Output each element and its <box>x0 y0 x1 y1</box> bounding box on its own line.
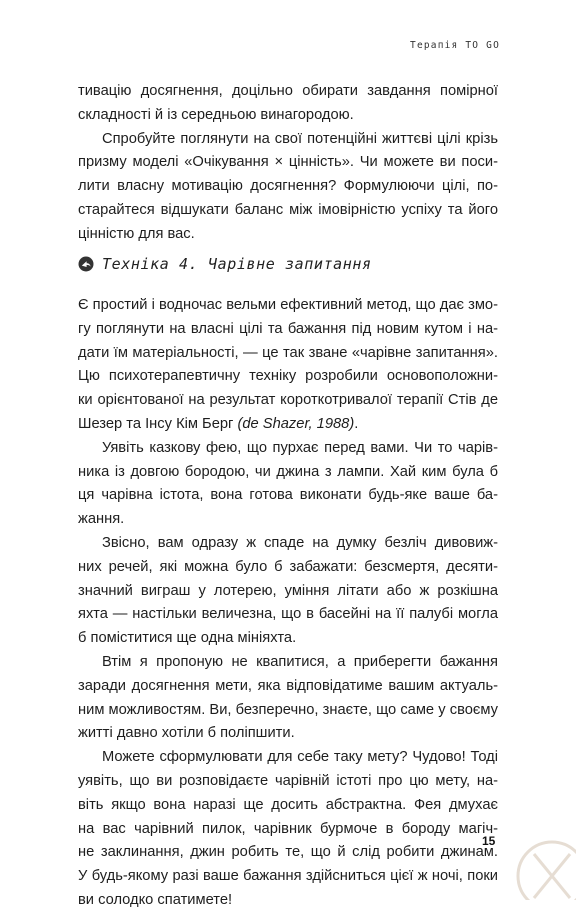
text-line: ви солодко спатимете! <box>78 891 233 908</box>
text-line: гу поглянути на власні цілі та бажання під новим кутом і на- <box>78 320 498 337</box>
text-line: Є простий і водночас вельми ефективний метод, що дає змо- <box>78 297 498 313</box>
text-line: ця чарівна істота, вона готова виконати будь-яке ваше ба- <box>78 487 498 504</box>
citation: (de Shazer, 1988) <box>237 415 355 432</box>
body-text <box>78 294 498 913</box>
text-run: . <box>354 415 359 432</box>
section-title: Техніка 4. Чарівне запитання <box>102 255 372 273</box>
text-line: житті давно хотіли б поліпшити. <box>78 725 295 742</box>
text-line: старайтеся відшукати баланс між імовірністю успіху та його <box>78 201 498 218</box>
text-line: призму моделі «Очікування × цінність». Чи можете ви поси- <box>78 154 498 171</box>
text-line: яхта — настільки величезна, що в басейні на її палубі могла <box>78 606 498 623</box>
text-line: Можете сформулювати для себе таку мету? Чудово! Тоді <box>102 749 498 766</box>
text-line: значний виграш у лотерею, уміння літати або ж розкішна <box>78 582 498 599</box>
text-line: У будь-якому разі ваше бажання здійсниться цієї ж ночі, поки <box>78 868 498 885</box>
text-line <box>78 413 498 437</box>
section-heading <box>78 252 372 276</box>
text-line: уявіть, що ви розповідаєте чарівній істоті про цю мету, на- <box>78 772 498 789</box>
text-run: Шезер та Інсу Кім Берг <box>78 415 238 432</box>
text-line: жання. <box>78 511 125 528</box>
text-line: не заклинання, джин робить те, що й слід робити джинам. <box>78 844 498 861</box>
text-line: ним можливостям. Ви, безперечно, знаєте, що саме у своєму <box>78 701 498 718</box>
text-line: Спробуйте поглянути на свої потенційні життєві цілі крізь <box>102 130 498 147</box>
text-line: ки орієнтованої на результат короткотривалої терапії Стів де <box>78 392 498 409</box>
text-line: дати їм матеріальності, — це так зване «чарівне запитання». <box>78 344 498 361</box>
text-line: ника із довгою бородою, чи джина з лампи. Хай ким була б <box>78 463 498 480</box>
arrow-circle-icon <box>78 256 94 272</box>
text-line: тивацію досягнення, доцільно обирати завдання помірної <box>78 83 498 99</box>
page-number: 15 <box>482 834 496 848</box>
text-line: Звісно, вам одразу ж спаде на думку безліч дивовиж- <box>102 534 498 551</box>
intro-text <box>78 80 498 247</box>
text-line: лити власну мотивацію досягнення? Формулюючи цілі, по- <box>78 178 498 195</box>
x-circle-icon <box>502 826 576 900</box>
text-line: цінністю для вас. <box>78 225 195 242</box>
text-line: б поміститися ще одна мініяхта. <box>78 630 297 647</box>
text-line: Уявіть казкову фею, що пурхає перед вами. Чи то чарів- <box>102 439 498 456</box>
text-line: Цю психотерапевтичну техніку розробили основоположни- <box>78 368 498 385</box>
text-line: них речей, які можна було б забажати: безсмертя, десяти- <box>78 558 498 575</box>
text-line: на вас чарівний пилок, чарівник бурмоче в бороду магіч- <box>78 820 498 837</box>
text-line: Втім я пропоную не квапитися, а приберегти бажання <box>102 653 498 670</box>
text-line: заради досягнення мети, яка відповідатиме вашим актуаль- <box>78 677 498 694</box>
text-line: віть якщо вона наразі ще досить абстрактна. Фея дмухає <box>78 796 498 813</box>
text-line: складності й із середньою винагородою. <box>78 106 354 123</box>
running-header: Терапія TO GO <box>410 40 500 51</box>
